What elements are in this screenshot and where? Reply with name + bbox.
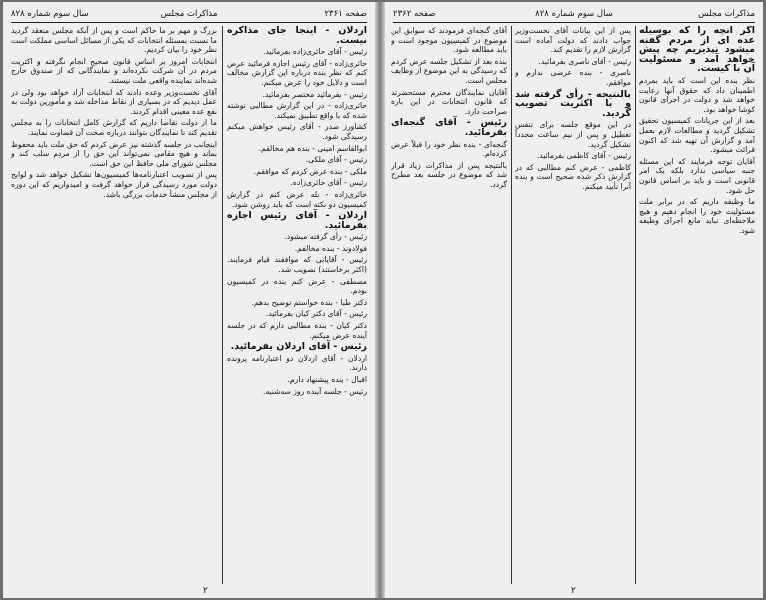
speaker-line: رئیس - آقای اردلان بفرمائید. — [230, 341, 367, 353]
column-rule — [222, 26, 223, 584]
paragraph: بنده بعد از تشکیل جلسه عرض کردم که رسیدگی به این موضوع از وظایف مجلس است. — [391, 56, 507, 85]
speaker-line: دکتر کیان - بنده مطالبی دارم که در جلسه آینده عرض میکنم. — [227, 321, 367, 340]
right-page-folio: صفحه ۲۳۶۲ — [393, 9, 436, 19]
paragraph: انتخابات امروز بر اساس قانون صحیح انجام نگرفته و اکثریت مردم در آن شرکت نکرده‌اند و نمایندگانی که از صندوق خارج شده‌اند نماینده واقعی ملت نیستند. — [11, 56, 217, 85]
speaker-line: رئیس - آقایانی که موافقند قیام فرمایند. (اکثر برخاستند) تصویب شد. — [227, 255, 367, 275]
right-page-column-a — [639, 26, 755, 584]
column-rule — [635, 26, 636, 584]
paragraph: بعد از این جریانات کمیسیون تحقیق تشکیل گردید و مطالعات لازم بعمل آمد و گزارش آن تهیه شد که اکنون قرائت میشود. — [639, 116, 755, 155]
paragraph: بالنتیجه پس از مذاکرات زیاد قرار شد که موضوع در جلسه بعد مطرح گردد. — [391, 160, 507, 189]
right-page-column-b — [515, 26, 631, 584]
paragraph: ما وظیفه داریم که در برابر ملت مسئولیت خود را انجام دهیم و هیچ ملاحظه‌ای نباید مانع اجرای وظیفه شود. — [639, 197, 755, 235]
left-page-header — [11, 6, 367, 23]
speaker-line: رئیس - آقای حائری‌زاده بفرمائید. — [263, 47, 367, 57]
speaker-line: رئیس - آقای حائری‌زاده. — [290, 178, 367, 188]
paragraph: کاظمی - عرض کنم مطالبی که در گزارش ذکر شده صحیح است و بنده آنرا تأیید میکنم. — [515, 162, 631, 191]
paragraph: آقایان توجه فرمایند که این مسئله جنبه سیاسی ندارد بلکه یک امر قانونی است و باید بر اساس قانون حل شود. — [639, 156, 755, 195]
left-page-number: ۲ — [203, 586, 208, 596]
paragraph: آقای گنجه‌ای فرمودند که سوابق این موضوع در کمیسیون موجود است و باید مطالعه شود. — [391, 26, 507, 55]
column-rule — [511, 26, 512, 584]
right-page-section: مذاکرات مجلس — [698, 9, 755, 19]
paragraph: ما از دولت تقاضا داریم که گزارش کامل انتخابات را به مجلس تقدیم کند تا نمایندگان بتوانند درباره صحت آن قضاوت نمایند. — [11, 118, 217, 137]
right-page-header — [393, 6, 755, 23]
left-page — [3, 2, 375, 598]
speaker-line: اقبال - بنده پیشنهاد دارم. — [287, 375, 367, 384]
speaker-line: کشاورز صدر - آقای رئیس خواهش میکنم رسیدگی شود. — [227, 122, 367, 141]
paragraph: گنجه‌ای - بنده نظر خود را قبلاً عرض کرده‌ام. — [391, 139, 507, 159]
speaker-line: دکتر طبا - بنده خواستم توضیح بدهم. — [251, 297, 367, 307]
speaker-line: رئیس - جلسه آینده روز سه‌شنبه. — [263, 386, 367, 396]
paragraph: نظر بنده این است که باید بمردم اطمینان داد که حقوق آنها رعایت خواهد شد و دولت در اجرای قانون کوشا خواهد بود. — [639, 75, 755, 114]
speaker-line: رئیس - آقای دکتر کیان بفرمائید. — [265, 309, 367, 319]
speaker-line: رئیس - آقای ملکی. — [305, 155, 367, 165]
speaker-line: حائری‌زاده - بله عرض کنم در گزارش کمیسیون دو نکته است که باید روشن شود. — [227, 189, 367, 209]
left-page-folio: صفحه ۲۳۶۱ — [324, 9, 367, 19]
paragraph: ناصری - بنده عرضی ندارم و موافقم. — [515, 68, 631, 87]
left-page-label: سال سوم شماره ۸۲۸ — [11, 9, 89, 19]
book-gutter — [375, 2, 385, 598]
speaker-line: اردلان - آقای اردلان دو اعتبارنامه پرونده دارند. — [227, 353, 367, 373]
left-page-column-b — [227, 26, 367, 584]
speaker-line: رئیس - رأی گرفته میشود. — [284, 232, 367, 242]
speaker-line: رئیس - بفرمائید مختصر بفرمائید. — [262, 89, 367, 99]
right-page-label: سال سوم شماره ۸۲۸ — [535, 9, 613, 19]
speaker-line: مصطفی - عرض کنم بنده در کمیسیون بودم. — [227, 276, 367, 296]
speaker-line: ابوالقاسم امینی - بنده هم مخالفم. — [258, 143, 367, 153]
speaker-line: حائری‌زاده - آقای رئیس اجازه فرمائید عرض کنم که نظر بنده درباره این گزارش مخالف است و دلایل خود را عرض میکنم. — [227, 58, 367, 87]
paragraph: بالنتیجه - رأی گرفته شد و با اکثریت تصویب گردید. — [515, 88, 631, 119]
newspaper-spread — [3, 2, 763, 598]
speaker-line: حائری‌زاده - در این گزارش مطالبی نوشته شده که با واقع تطبیق نمیکند. — [227, 101, 367, 120]
paragraph: اینجانب در جلسه گذشته نیز عرض کردم که حق ملت باید محفوظ بماند و هیچ مقامی نمی‌تواند این حق را از مردم سلب کند و مجلس شورای ملی حافظ این حق است. — [11, 139, 217, 168]
paragraph: رئیس - آقای ناصری بفرمائید. — [538, 56, 631, 66]
paragraph: پس از این بیانات آقای نخست‌وزیر جواب دادند که دولت آماده است گزارش لازم را تقدیم کند. — [515, 26, 631, 55]
left-page-section: مذاکرات مجلس — [160, 9, 218, 19]
speaker-line: ملکی - بنده عرض کردم که موافقم. — [253, 166, 367, 176]
paragraph: بزرگ و مهم بر ما حاکم است و پس از آنکه مجلس منعقد گردید ما نسبت بمسئله انتخابات که یکی از مسائل اساسی مملکت است نظر خود را بیان کردیم. — [11, 26, 217, 55]
paragraph: در این موقع جلسه برای تنفس تعطیل و پس از نیم ساعت مجدداً تشکیل گردید. — [515, 120, 631, 149]
paragraph: رئیس - آقای گنجه‌ای بفرمائید. — [391, 117, 507, 138]
paragraph: آقایان نمایندگان محترم مستحضرند که قانون انتخابات در این باره صراحت دارد. — [391, 87, 507, 116]
paragraph: پس از تصویب اعتبارنامه‌ها کمیسیون‌ها تشکیل خواهد شد و لوایح دولت مورد رسیدگی قرار خواهد گرفت و امیدواریم که این دوره از مجلس منشأ خدمات بزرگی باشد. — [11, 170, 217, 199]
speaker-line: فولادوند - بنده مخالفم. — [294, 243, 367, 253]
left-page-column-a — [11, 26, 217, 584]
right-page-number: ۲ — [571, 586, 576, 596]
paragraph: رئیس - آقای کاظمی بفرمائید. — [536, 151, 631, 161]
speaker-line: اردلان - اینجا جای مذاکره نیست. — [227, 26, 367, 46]
right-page-column-c — [391, 26, 507, 584]
paragraph: آقای نخست‌وزیر وعده دادند که انتخابات آزاد خواهد بود ولی در عمل دیدیم که در بسیاری از نقاط مداخله شد و مأمورین دولت به نفع عده معینی اقدام کردند. — [11, 87, 217, 116]
speaker-line: اردلان - آقای رئیس اجازه بفرمائید. — [227, 210, 367, 231]
right-page — [385, 2, 763, 598]
paragraph: اگر آنچه را که بوسیله عده ای از مردم گفته میشود نپذیریم چه پیش خواهد آمد و مسئولیت آن با کیست. — [639, 26, 755, 75]
